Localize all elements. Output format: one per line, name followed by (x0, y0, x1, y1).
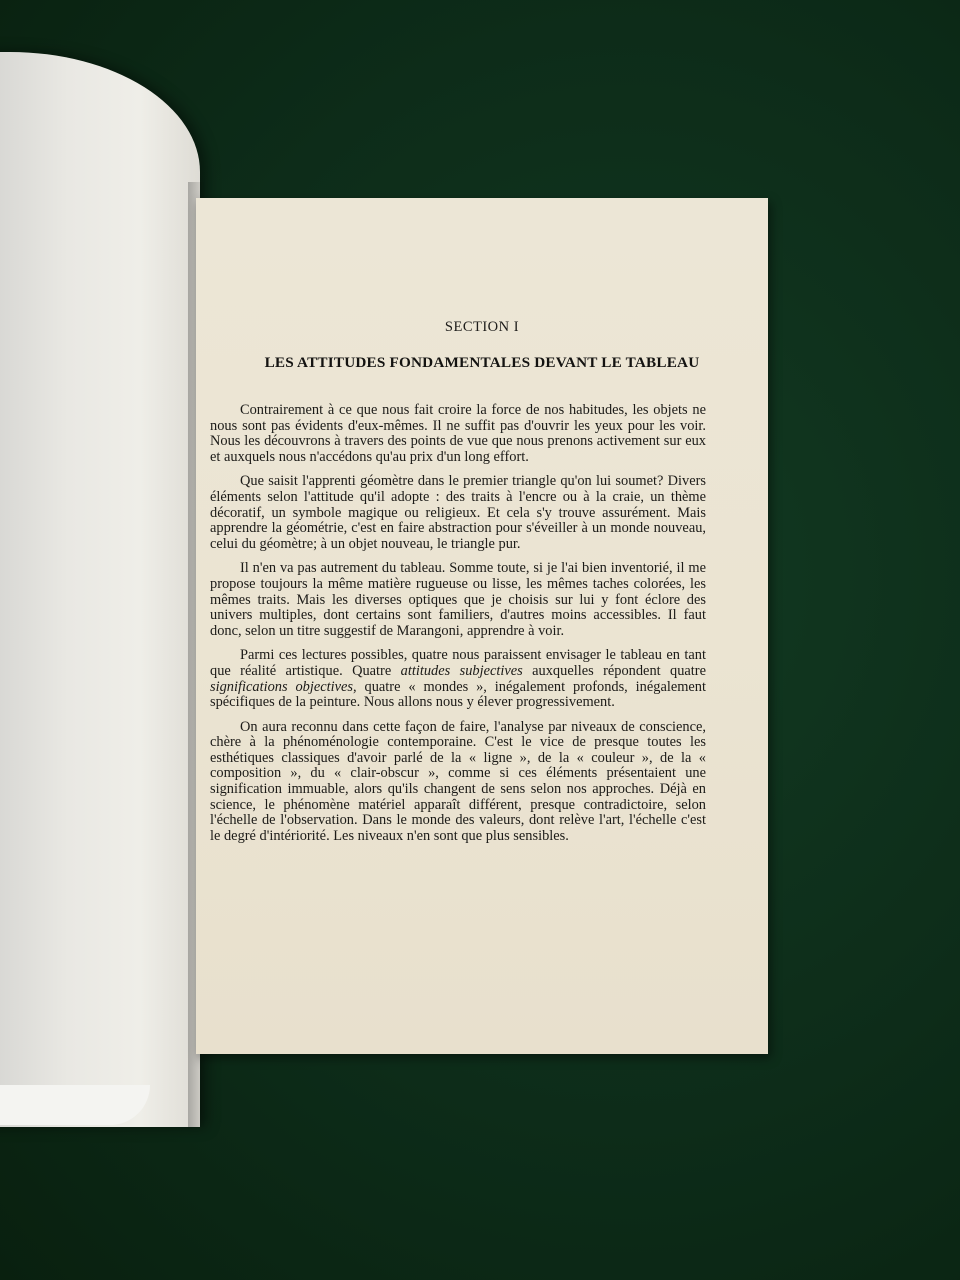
paragraph-3 (210, 561, 706, 639)
italic-term: significations objectives (210, 678, 353, 695)
paragraph-text: , quatre « mondes », inégalement profonds, inégalement spécifiques de la peinture. Nous allons nous y élever progressivement. (210, 678, 707, 711)
paragraph-text: Il n'en va pas autrement du tableau. Somme toute, si je l'ai bien inventorié, il me propose toujours la même matière rugueuse ou lisse, les mêmes taches colorées, les mêmes traits. Mais les diverses optiques que je choisis sur lui y font éclore des univers multiples, dont certains sont familiers, d'autres moins accessibles. Il faut donc, selon un titre suggestif de Marangoni, apprendre à voir. (210, 560, 706, 639)
paragraph-1 (210, 403, 706, 465)
paragraph-text: Contrairement à ce que nous fait croire la force de nos habitudes, les objets ne nous sont pas évidents d'eux-mêmes. Il ne suffit pas d'ouvrir les yeux pour les voir. Nous les découvrons à travers des points de vue que nous prenons activement sur eux et auxquels nous n'accédons qu'au prix d'un long effort. (210, 402, 706, 465)
section-label: SECTION I (444, 319, 520, 335)
page-title: LES ATTITUDES FONDAMENTALES DEVANT LE TABLEAU (264, 354, 700, 371)
paragraph-5 (210, 720, 706, 845)
facing-left-page (0, 52, 200, 1127)
book-page (196, 198, 768, 1054)
paragraph-text: Parmi ces lectures possibles, quatre nous paraissent envisager le tableau en tant que réalité artistique. Quatre (210, 647, 706, 679)
left-page-bottom-edge (0, 1085, 150, 1125)
paragraph-text: Que saisit l'apprenti géomètre dans le premier triangle qu'on lui soumet? Divers éléments selon l'attitude qu'il adopte : des traits à l'encre ou à la craie, un thème décoratif, un symbole magique ou religieux. Et cela s'y trouve assurément. Mais apprendre la géométrie, c'est en faire abstraction pour s'éveiller à un monde nouveau, celui du géomètre; à un objet nouveau, le triangle pur. (210, 473, 706, 552)
paragraph-text: On aura reconnu dans cette façon de faire, l'analyse par niveaux de conscience, chère à la phénoménologie contemporaine. C'est le vice de presque toutes les esthétiques classiques d'avoir parlé de la « ligne », de la « couleur », de la « composition », du « clair-obscur », comme si ces éléments présentaient une signification immuable, alors qu'ils changent de sens selon nos approches. Déjà en science, le phénomène matériel apparaît différent, presque contradictoire, selon l'échelle de l'observation. Dans le monde des valeurs, dont relève l'art, l'échelle c'est le degré d'intériorité. Les niveaux n'en sont que plus sensibles. (210, 718, 706, 844)
paragraph-2 (210, 474, 706, 552)
body-text (210, 403, 706, 853)
italic-term: attitudes subjectives (400, 662, 523, 679)
paragraph-text: auxquelles répondent quatre (522, 662, 706, 679)
paragraph-4 (210, 648, 706, 710)
